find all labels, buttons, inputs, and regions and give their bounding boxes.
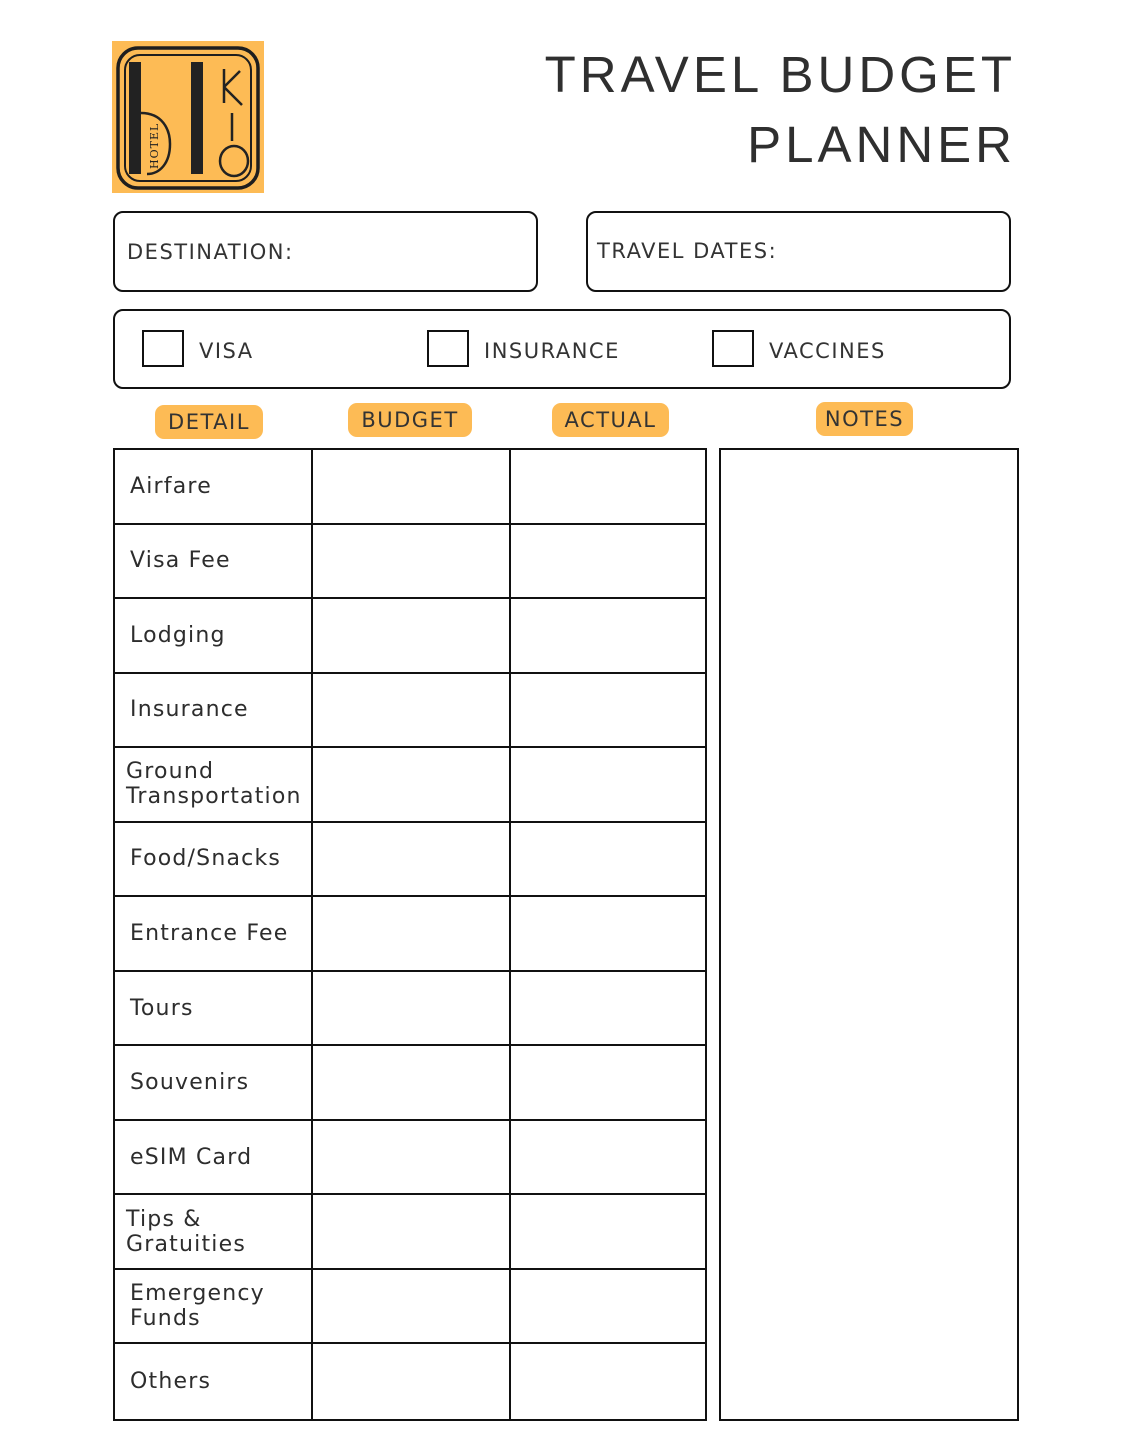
budget-cell[interactable] xyxy=(313,748,511,823)
detail-cell: Insurance xyxy=(115,674,313,749)
actual-cell[interactable] xyxy=(511,1344,705,1419)
travel-dates-field[interactable] xyxy=(586,211,1011,292)
budget-header: BUDGET xyxy=(348,403,472,437)
vaccines-label: VACCINES xyxy=(769,339,886,363)
notes-header: NOTES xyxy=(816,402,913,436)
destination-label: DESTINATION: xyxy=(127,240,294,264)
actual-cell[interactable] xyxy=(511,1195,705,1270)
detail-cell: Emergency Funds xyxy=(115,1270,313,1345)
actual-cell[interactable] xyxy=(511,599,705,674)
actual-header: ACTUAL xyxy=(552,403,669,437)
budget-cell[interactable] xyxy=(313,1270,511,1345)
budget-table xyxy=(113,448,707,1421)
actual-cell[interactable] xyxy=(511,674,705,749)
budget-cell[interactable] xyxy=(313,450,511,525)
budget-cell[interactable] xyxy=(313,674,511,749)
requirements-checklist xyxy=(113,309,1011,389)
detail-cell: Souvenirs xyxy=(115,1046,313,1121)
actual-cell[interactable] xyxy=(511,1270,705,1345)
visa-checkbox[interactable] xyxy=(142,330,184,367)
title-line-2: PLANNER xyxy=(747,116,1016,173)
notes-area[interactable] xyxy=(719,448,1019,1421)
budget-cell[interactable] xyxy=(313,972,511,1047)
detail-cell: Tours xyxy=(115,972,313,1047)
actual-cell[interactable] xyxy=(511,1046,705,1121)
destination-field[interactable] xyxy=(113,211,538,292)
insurance-label: INSURANCE xyxy=(484,339,620,363)
travel-dates-label: TRAVEL DATES: xyxy=(597,239,778,263)
insurance-checkbox[interactable] xyxy=(427,330,469,367)
detail-cell: Tips & Gratuities xyxy=(115,1195,313,1270)
detail-cell: Entrance Fee xyxy=(115,897,313,972)
detail-cell: Visa Fee xyxy=(115,525,313,600)
actual-cell[interactable] xyxy=(511,897,705,972)
budget-cell[interactable] xyxy=(313,897,511,972)
actual-cell[interactable] xyxy=(511,748,705,823)
actual-cell[interactable] xyxy=(511,823,705,898)
actual-cell[interactable] xyxy=(511,450,705,525)
visa-label: VISA xyxy=(199,339,254,363)
budget-cell[interactable] xyxy=(313,525,511,600)
detail-cell: Ground Transportation xyxy=(115,748,313,823)
detail-cell: eSIM Card xyxy=(115,1121,313,1196)
budget-cell[interactable] xyxy=(313,1344,511,1419)
hotel-kio-logo-icon xyxy=(112,41,264,193)
detail-cell: Lodging xyxy=(115,599,313,674)
vaccines-checkbox[interactable] xyxy=(712,330,754,367)
budget-cell[interactable] xyxy=(313,823,511,898)
detail-cell: Airfare xyxy=(115,450,313,525)
title-line-1: TRAVEL BUDGET xyxy=(544,46,1016,103)
budget-cell[interactable] xyxy=(313,1195,511,1270)
actual-cell[interactable] xyxy=(511,1121,705,1196)
budget-cell[interactable] xyxy=(313,1121,511,1196)
detail-cell: Food/Snacks xyxy=(115,823,313,898)
svg-text:HOTEL: HOTEL xyxy=(148,122,161,169)
hotel-logo xyxy=(112,41,264,193)
budget-cell[interactable] xyxy=(313,1046,511,1121)
detail-cell: Others xyxy=(115,1344,313,1419)
actual-cell[interactable] xyxy=(511,525,705,600)
page-title xyxy=(456,40,1016,180)
detail-header: DETAIL xyxy=(155,405,263,439)
actual-cell[interactable] xyxy=(511,972,705,1047)
budget-cell[interactable] xyxy=(313,599,511,674)
